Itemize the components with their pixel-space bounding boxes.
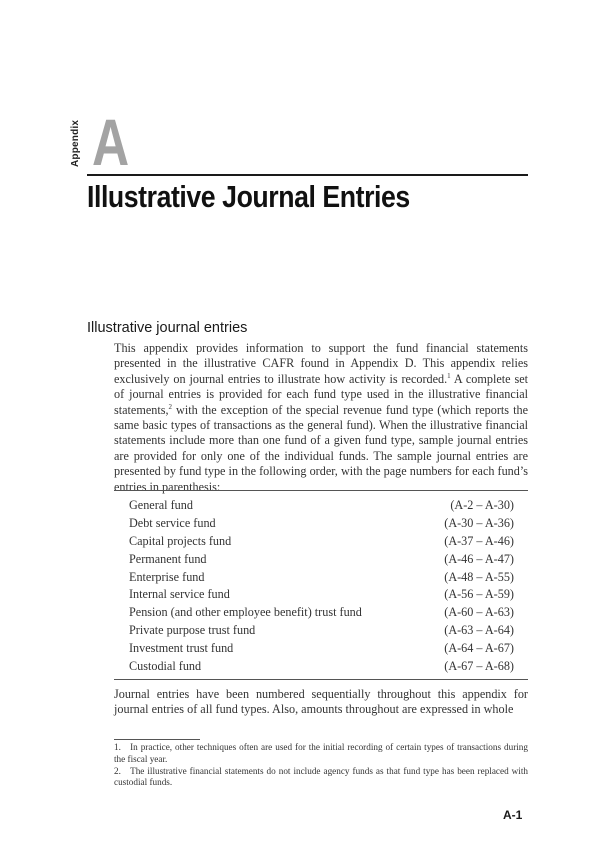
footnote-rule (114, 739, 200, 740)
footnote-1: 1. In practice, other techniques often are used for the initial recording of certain types of transactions during the fiscal year. (114, 742, 528, 764)
intro-text-part3: with the exception of the special revenue fund type (which reports the same basic types of transactions as the general fund). When the illustrative financial statements include more than one fund of a given fund type, sample journal entries are provided for only one of the individual funds. The sample journal entries are presented by fund type in the following order, with the page numbers for each fund’s entries in parenthesis: (114, 402, 528, 494)
fund-row (114, 551, 528, 569)
fund-name: Private purpose trust fund (129, 623, 256, 638)
fund-row (114, 569, 528, 587)
footnote-ref-1[interactable]: 1 (447, 371, 451, 380)
fund-pages: (A-67 – A-68) (444, 659, 514, 674)
title-rule (87, 174, 528, 176)
fund-row (114, 586, 528, 604)
intro-text-part2: A complete set of journal entries is provided for each fund type used in the illustrative financial statements, (114, 371, 528, 417)
fund-table (114, 490, 528, 680)
fund-name: Permanent fund (129, 551, 207, 566)
fund-row (114, 604, 528, 622)
fund-name: Internal service fund (129, 587, 230, 602)
fund-row (114, 497, 528, 515)
page-title: Illustrative Journal Entries (87, 179, 410, 214)
footnotes (114, 742, 528, 789)
fund-name: Investment trust fund (129, 641, 234, 656)
fund-pages: (A-60 – A-63) (444, 605, 514, 620)
appendix-letter: A (92, 105, 130, 179)
fund-pages: (A-37 – A-46) (444, 533, 514, 548)
page-number: A-1 (503, 808, 523, 822)
closing-paragraph: Journal entries have been numbered sequentially throughout this appendix for journal entries of all fund types. Also, amounts throughout are expressed in whole (114, 687, 528, 717)
fund-pages: (A-48 – A-55) (444, 569, 514, 584)
fund-pages: (A-63 – A-64) (444, 623, 514, 638)
footnote-ref-2[interactable]: 2 (168, 402, 172, 411)
fund-row (114, 533, 528, 551)
fund-pages: (A-30 – A-36) (444, 515, 514, 530)
fund-row (114, 658, 528, 676)
intro-paragraph (114, 341, 528, 495)
section-heading: Illustrative journal entries (87, 320, 248, 336)
fund-pages: (A-2 – A-30) (450, 498, 514, 512)
fund-row (114, 622, 528, 640)
footnote-2: 2. The illustrative financial statements do not include agency funds as that fund type has been replaced with custodial funds. (114, 765, 528, 788)
fund-name: Debt service fund (129, 515, 216, 530)
appendix-word: Appendix (70, 119, 81, 167)
fund-name: Pension (and other employee benefit) trust fund (129, 605, 362, 620)
fund-row (114, 640, 528, 658)
fund-pages: (A-56 – A-59) (444, 587, 514, 602)
fund-name: Enterprise fund (129, 569, 205, 584)
intro-text-part1: This appendix provides information to support the fund financial statements presented in the illustrative CAFR found in Appendix D. This appendix relies exclusively on journal entries to illustrate how activity is recorded. (114, 341, 528, 386)
fund-name: Custodial fund (129, 659, 202, 674)
fund-pages: (A-64 – A-67) (444, 641, 514, 656)
fund-name: General fund (129, 498, 193, 512)
fund-name: Capital projects fund (129, 533, 232, 548)
fund-row (114, 515, 528, 533)
fund-pages: (A-46 – A-47) (444, 551, 514, 566)
